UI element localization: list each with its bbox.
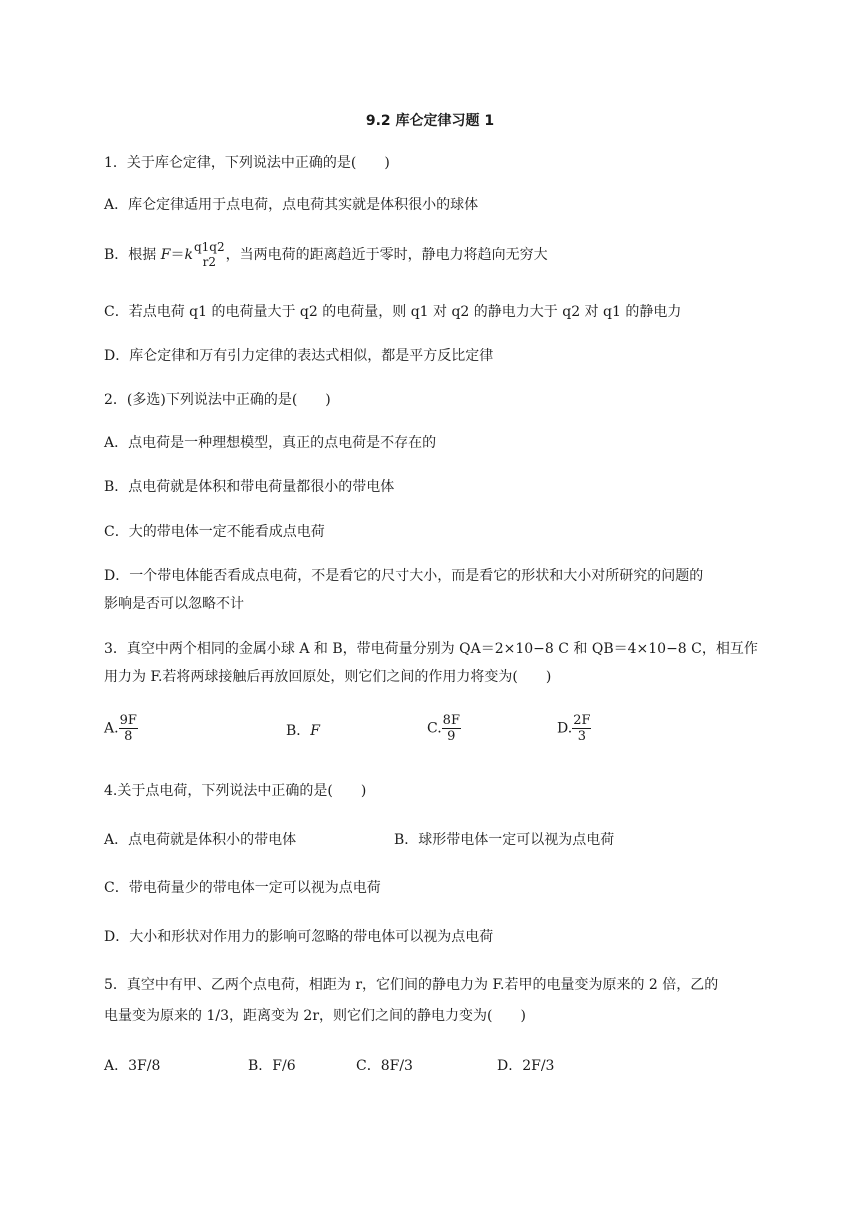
q5-option-b: B．F/6 (248, 1058, 296, 1074)
q3-option-a-numerator: 9F (119, 713, 137, 728)
q4-option-c: C．带电荷量少的带电体一定可以视为点电荷 (104, 880, 381, 896)
formula-denominator: r2 (202, 255, 216, 269)
q4-stem: 4.关于点电荷，下列说法中正确的是( ) (104, 783, 367, 799)
q3-option-d-numerator: 2F (573, 713, 591, 728)
q3-option-c-denominator: 9 (447, 729, 456, 744)
q1-option-c: C．若点电荷 q1 的电荷量大于 q2 的电荷量，则 q1 对 q2 的静电力大于 q2 对 q1 的静电力 (104, 304, 682, 320)
q3-option-c (427, 713, 461, 744)
q1-option-b-prefix: B．根据 (104, 247, 161, 263)
q2-option-c: C．大的带电体一定不能看成点电荷 (104, 524, 325, 540)
q3-option-c-label: C. (427, 720, 442, 737)
formula-equals: ＝ (170, 247, 185, 263)
formula-k: k (184, 247, 193, 263)
q3-option-a-denominator: 8 (124, 729, 133, 744)
q1-option-d: D．库仑定律和万有引力定律的表达式相似，都是平方反比定律 (104, 348, 494, 364)
q5-stem-line2: 电量变为原来的 1/3，距离变为 2r，则它们之间的静电力变为( ) (104, 1008, 526, 1024)
q3-option-d (557, 713, 591, 744)
q3-option-a-fraction (119, 713, 138, 744)
q3-option-b-label: B． (286, 723, 311, 739)
q5-stem-line1: 5．真空中有甲、乙两个点电荷，相距为 r，它们间的静电力为 F.若甲的电量变为原来的 2 倍，乙的 (104, 977, 719, 993)
q3-option-c-fraction (442, 713, 461, 744)
q4-option-b: B．球形带电体一定可以视为点电荷 (394, 832, 615, 848)
q3-option-d-fraction (572, 713, 591, 744)
q3-option-c-numerator: 8F (442, 713, 460, 728)
coulomb-formula-fraction (193, 240, 226, 270)
formula-force: F (160, 247, 171, 263)
page-title: 9.2 库仑定律习题 1 (365, 113, 495, 129)
q1-option-b-text: ，当两电荷的距离趋近于零时，静电力将趋向无穷大 (225, 247, 548, 263)
q5-option-d: D．2F/3 (497, 1058, 555, 1074)
q2-option-a: A．点电荷是一种理想模型，真正的点电荷是不存在的 (104, 435, 437, 451)
q3-option-b-value: F (310, 723, 321, 739)
formula-numerator: q1q2 (193, 240, 225, 254)
q3-option-d-label: D. (557, 720, 573, 737)
q4-option-a: A．点电荷就是体积小的带电体 (104, 832, 297, 848)
q3-option-d-denominator: 3 (577, 729, 586, 744)
q5-option-c: C．8F/3 (356, 1058, 413, 1074)
q2-option-d-line2: 影响是否可以忽略不计 (104, 596, 244, 612)
q2-option-d-line1: D．一个带电体能否看成点电荷，不是看它的尺寸大小，而是看它的形状和大小对所研究的问题的 (104, 568, 704, 584)
q1-option-b (104, 240, 548, 270)
q1-stem: 1．关于库仑定律，下列说法中正确的是( ) (104, 155, 390, 171)
q1-option-a: A．库仑定律适用于点电荷，点电荷其实就是体积很小的球体 (104, 197, 479, 213)
q3-stem-line2: 用力为 F.若将两球接触后再放回原处，则它们之间的作用力将变为( ) (104, 669, 552, 685)
q3-option-a (104, 713, 138, 744)
q2-option-b: B．点电荷就是体积和带电荷量都很小的带电体 (104, 479, 395, 495)
q5-option-a: A．3F/8 (104, 1058, 161, 1074)
q3-option-a-label: A. (104, 720, 119, 737)
q3-option-b (286, 721, 320, 741)
q3-stem-line1: 3．真空中两个相同的金属小球 A 和 B，带电荷量分别为 QA＝2×10−8 C 和 QB＝4×10−8 C，相互作 (104, 641, 758, 657)
q2-stem: 2．(多选)下列说法中正确的是( ) (104, 392, 331, 408)
q4-option-d: D．大小和形状对作用力的影响可忽略的带电体可以视为点电荷 (104, 929, 494, 945)
